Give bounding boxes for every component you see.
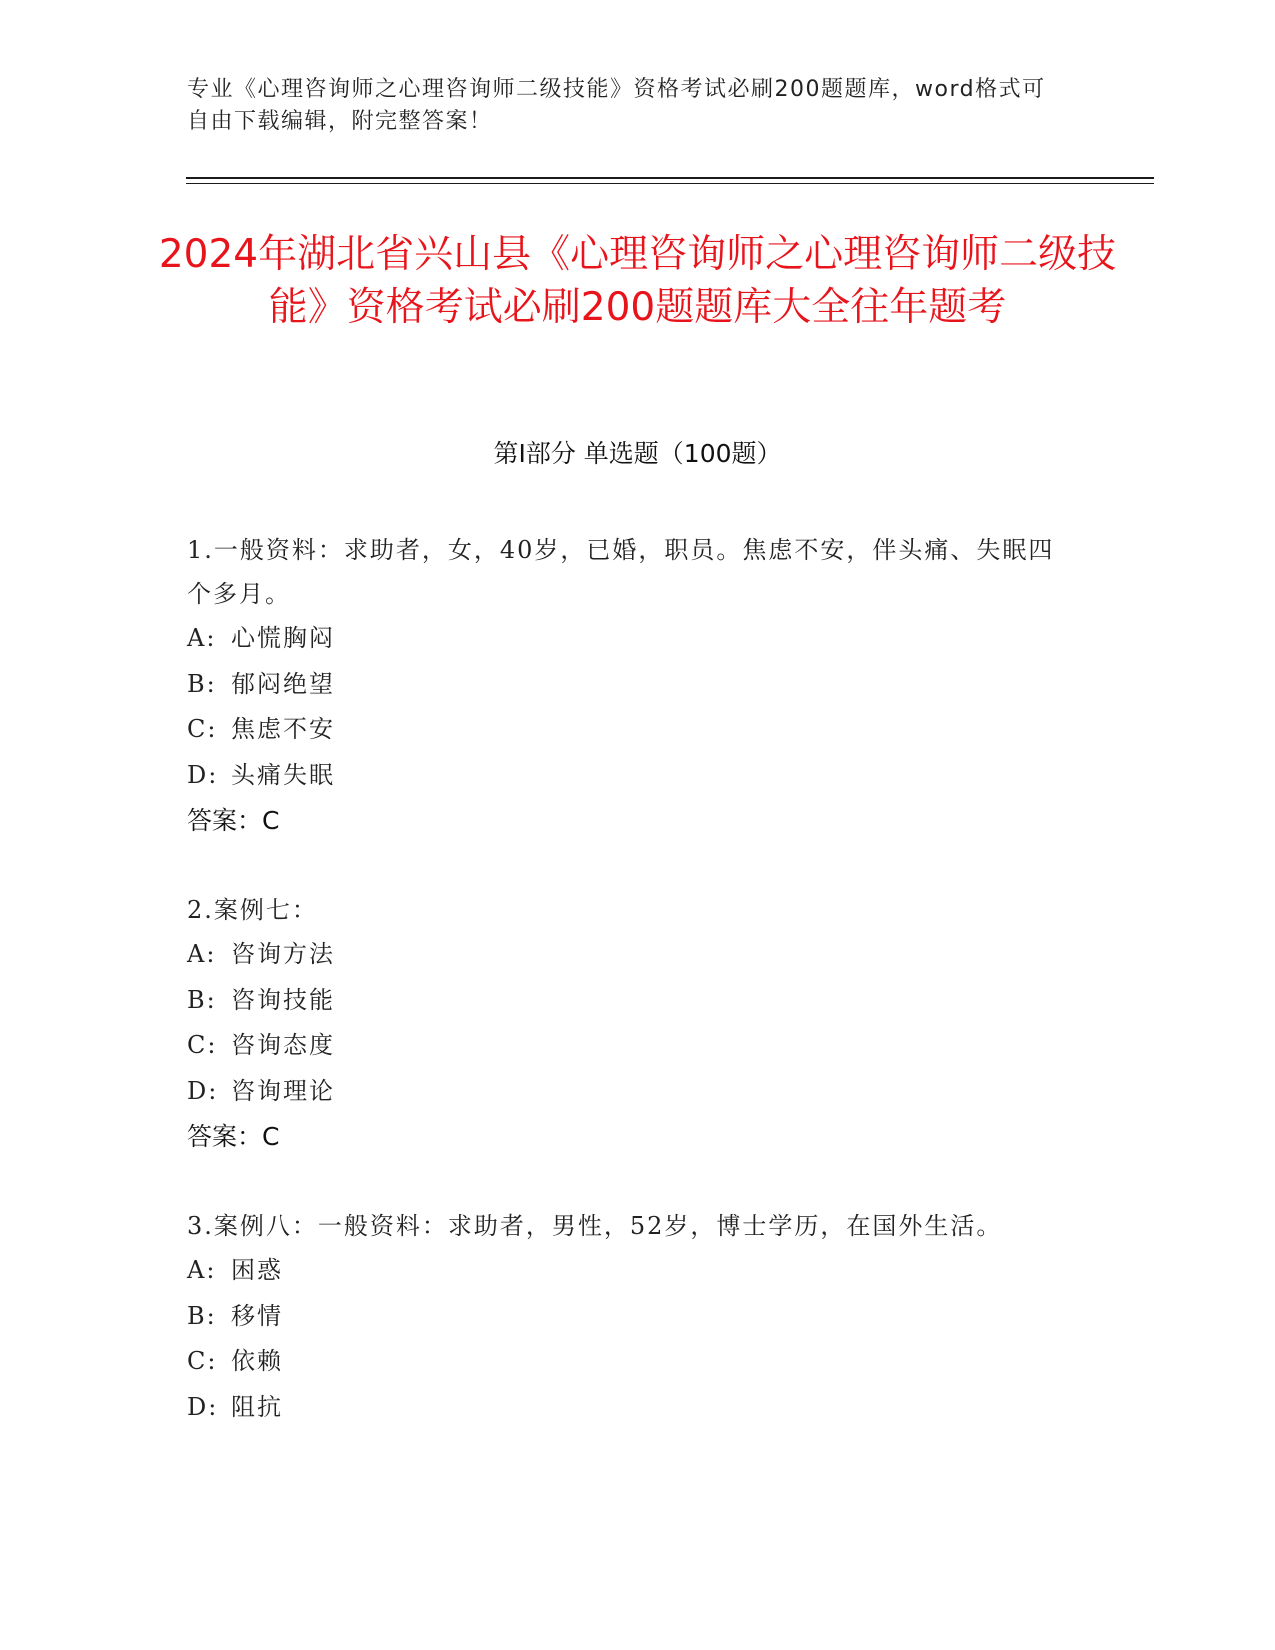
option-letter: A: (187, 624, 217, 652)
option-text: 郁闷绝望 (231, 669, 335, 698)
option-c (187, 1023, 1067, 1069)
document-title: 2024年湖北省兴山县《心理咨询师之心理咨询师二级技能》资格考试必刷200题题库大全往年题考 (158, 232, 1117, 330)
option-text: 心慌胸闷 (231, 624, 335, 652)
option-letter: C: (187, 1031, 218, 1059)
header-note: 专业《心理咨询师之心理咨询师二级技能》资格考试必刷200题题库，word格式可自由下载编辑，附完整答案！ (187, 77, 1046, 134)
option-letter: B: (187, 669, 217, 698)
question-spacer (187, 1160, 1067, 1204)
option-letter: A: (187, 940, 217, 968)
option-letter: A: (187, 1256, 217, 1284)
option-a (187, 1248, 1067, 1294)
question-stem: 2.案例七： (187, 896, 318, 924)
option-letter: D: (187, 760, 219, 789)
option-a (187, 932, 1067, 978)
option-text: 依赖 (231, 1347, 283, 1375)
option-letter: D: (187, 1392, 219, 1421)
question-3 (187, 1204, 1067, 1430)
header-rule-thick (186, 177, 1154, 179)
question-stem: 1.一般资料：求助者，女，40岁，已婚，职员。焦虑不安，伴头痛、失眠四个多月。 (187, 536, 1055, 608)
option-text: 焦虑不安 (231, 715, 335, 743)
header-rule-thin (186, 183, 1154, 184)
option-letter: B: (187, 1301, 217, 1330)
option-letter: C: (187, 1347, 218, 1375)
option-text: 困惑 (231, 1256, 283, 1284)
option-text: 头痛失眠 (231, 760, 335, 789)
option-b (187, 662, 1067, 708)
option-d (187, 753, 1067, 799)
option-letter: B: (187, 985, 217, 1014)
option-d (187, 1069, 1067, 1115)
question-stem: 3.案例八：一般资料：求助者，男性，52岁，博士学历，在国外生活。 (187, 1212, 1003, 1240)
option-c (187, 1339, 1067, 1385)
option-text: 咨询方法 (231, 940, 335, 968)
option-b (187, 1294, 1067, 1340)
answer-line: 答案：C (187, 806, 280, 835)
option-letter: C: (187, 715, 218, 743)
question-spacer (187, 844, 1067, 888)
answer-line: 答案：C (187, 1122, 280, 1151)
option-b (187, 978, 1067, 1024)
option-letter: D: (187, 1076, 219, 1105)
section-title: 第Ⅰ部分 单选题（100题） (493, 439, 782, 468)
option-text: 移情 (231, 1301, 283, 1330)
option-text: 咨询态度 (231, 1031, 335, 1059)
option-text: 咨询技能 (231, 985, 335, 1014)
question-2 (187, 888, 1067, 1160)
option-c (187, 707, 1067, 753)
question-1 (187, 528, 1067, 844)
option-a (187, 616, 1067, 662)
question-list (187, 528, 1067, 1430)
option-d (187, 1385, 1067, 1431)
option-text: 阻抗 (231, 1392, 283, 1421)
option-text: 咨询理论 (231, 1076, 335, 1105)
